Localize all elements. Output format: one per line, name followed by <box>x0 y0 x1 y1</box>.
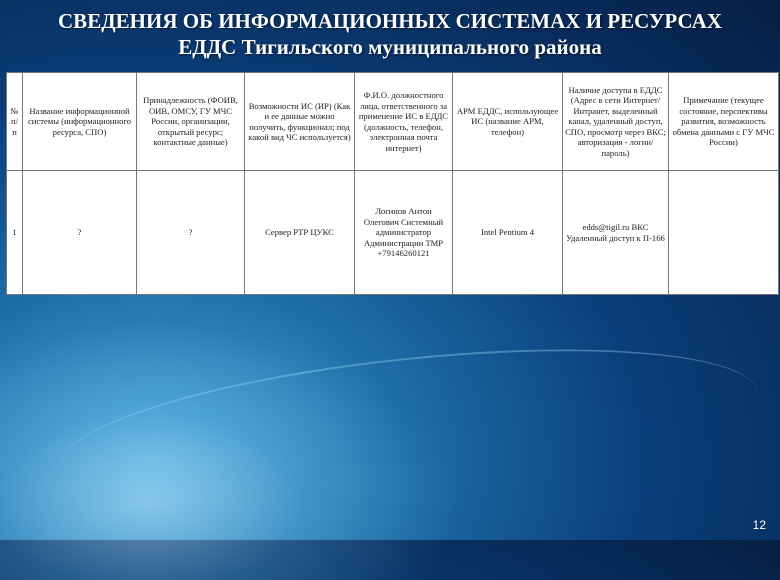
header-cell: Возможности ИС (ИР) (Как и ее данные можно получить, функционал; под какой вид ЧС используется) <box>245 73 355 171</box>
header-cell: Принадлежность (ФОИВ, ОИВ, ОМСУ, ГУ МЧС России, организации, открытый ресурс; контактные данные) <box>137 73 245 171</box>
slide-title <box>0 8 780 60</box>
header-cell: № п/п <box>7 73 23 171</box>
table-header-row <box>7 73 779 171</box>
title-line-1: СВЕДЕНИЯ ОБ ИНФОРМАЦИОННЫХ СИСТЕМАХ И РЕСУРСАХ <box>58 9 722 33</box>
title-line-2: ЕДДС Тигильского муниципального района <box>178 35 602 59</box>
info-systems-table-container <box>6 72 778 294</box>
header-cell: АРМ ЕДДС, использующее ИС (название АРМ, телефон) <box>453 73 563 171</box>
table-cell: ? <box>23 171 137 295</box>
table-cell: 1 <box>7 171 23 295</box>
header-cell: Наличие доступа в ЕДДС (Адрес в сети Интернет/Интранет, выделенный канал, удаленный доступ, СПО, просмотр через ВКС; авторизация - логин/пароль) <box>563 73 669 171</box>
background-glow <box>0 320 460 580</box>
info-systems-table <box>6 72 779 295</box>
table-cell: Сервер РТР ЦУКС <box>245 171 355 295</box>
table-cell: Логинов Антон Олегович Системный администратор Администрации ТМР +79146260121 <box>355 171 453 295</box>
header-cell: Название информационной системы (информационного ресурса, СПО) <box>23 73 137 171</box>
table-cell <box>669 171 779 295</box>
header-cell: Ф.И.О. должностного лица, ответственного за применение ИС в ЕДДС (должность, телефон, электронная почта интернет) <box>355 73 453 171</box>
page-number: 12 <box>752 518 766 532</box>
header-cell: Примечание (текущее состояние, перспективы развития, возможность обмена данными с ГУ МЧС России) <box>669 73 779 171</box>
table-cell: Intel Pentium 4 <box>453 171 563 295</box>
table-cell: edds@tigil.ru ВКС Удаленный доступ к П-166 <box>563 171 669 295</box>
table-row <box>7 171 779 295</box>
table-cell: ? <box>137 171 245 295</box>
background-streak <box>54 322 765 536</box>
